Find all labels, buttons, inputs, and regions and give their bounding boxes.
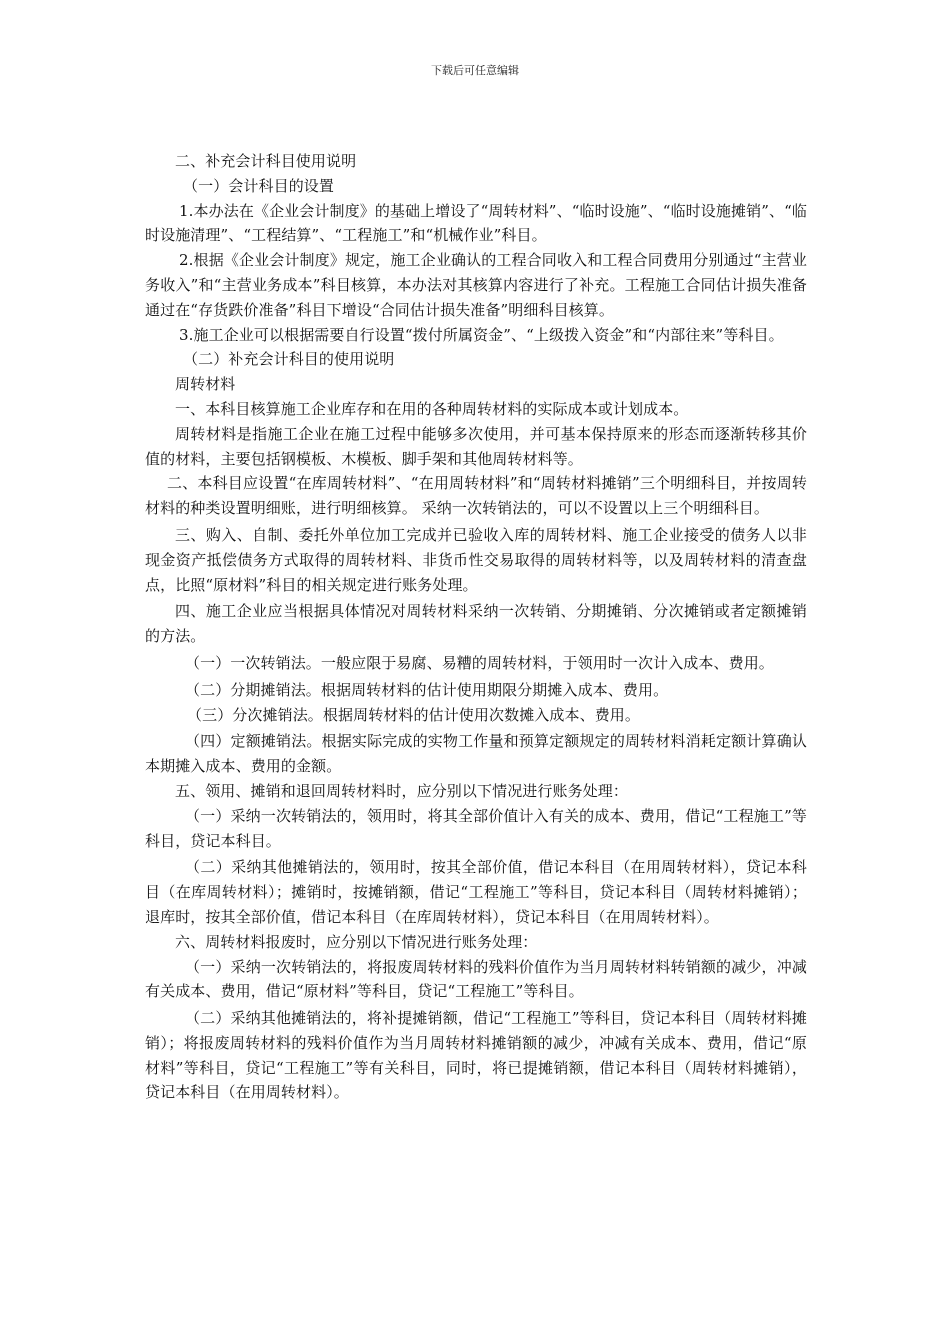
subsection-heading: （一）会计科目的设置 bbox=[183, 176, 335, 195]
paragraph: （一）采纳一次转销法的，领用时，将其全部价值计入有关的成本、费用，借记“工程施工”等科目，贷记本科目。 bbox=[145, 806, 807, 850]
paragraph: 1.本办法在《企业会计制度》的基础上增设了“周转材料”、“临时设施”、“临时设施摊销”、“临时设施清理”、“工程结算”、“工程施工”和“机械作业”科目。 bbox=[145, 201, 807, 245]
account-title: 周转材料 bbox=[175, 375, 236, 394]
paragraph: 六、周转材料报废时，应分别以下情况进行账务处理： bbox=[175, 932, 538, 951]
paragraph: 2.根据《企业会计制度》规定，施工企业确认的工程合同收入和工程合同费用分别通过“主营业务收入”和“主营业务成本”科目核算，本办法对其核算内容进行了补充。工程施工合同估计损失准备通过在“存货跌价准备”科目下增设“合同估计损失准备”明细科目核算。 bbox=[145, 251, 807, 319]
paragraph: 二、本科目应设置“在库周转材料”、“在用周转材料”和“周转材料摊销”三个明细科目，并按周转材料的种类设置明细账，进行明细核算。 采纳一次转销法的，可以不设置以上三个明细科目。 bbox=[145, 474, 807, 518]
paragraph: （二）分期摊销法。根据周转材料的估计使用期限分期摊入成本、费用。 bbox=[185, 680, 669, 699]
paragraph: （一）采纳一次转销法的，将报废周转材料的残料价值作为当月周转材料转销额的减少，冲减有关成本、费用，借记“原材料”等科目，贷记“工程施工”等科目。 bbox=[145, 957, 807, 1001]
paragraph: （三）分次摊销法。根据周转材料的估计使用次数摊入成本、费用。 bbox=[187, 705, 641, 724]
subsection-heading: （二）补充会计科目的使用说明 bbox=[183, 350, 395, 369]
paragraph: 三、购入、自制、委托外单位加工完成并已验收入库的周转材料、施工企业接受的债务人以非现金资产抵偿债务方式取得的周转材料、非货币性交易取得的周转材料等，以及周转材料的清查盘点，比照“原材料”科目的相关规定进行账务处理。 bbox=[145, 525, 807, 594]
paragraph: （二）采纳其他摊销法的，将补提摊销额，借记“工程施工”等科目，贷记本科目（周转材料摊销）；将报废周转材料的残料价值作为当月周转材料摊销额的减少，冲减有关成本、费用，借记“原材料”等科目，贷记“工程施工”等有关科目，同时，将已提摊销额，借记本科目（周转材料摊销），贷记本科目（在用周转材料）。 bbox=[145, 1009, 807, 1102]
paragraph: （一）一次转销法。一般应限于易腐、易糟的周转材料，于领用时一次计入成本、费用。 bbox=[185, 653, 774, 672]
paragraph: 3.施工企业可以根据需要自行设置“拨付所属资金”、“上级拨入资金”和“内部往来”等科目。 bbox=[179, 325, 784, 344]
page-header-note: 下载后可任意编辑 bbox=[431, 64, 519, 77]
paragraph: 四、施工企业应当根据具体情况对周转材料采纳一次转销、分期摊销、分次摊销或者定额摊销的方法。 bbox=[145, 602, 807, 646]
paragraph: 五、领用、摊销和退回周转材料时，应分别以下情况进行账务处理： bbox=[175, 781, 629, 800]
paragraph: 周转材料是指施工企业在施工过程中能够多次使用，并可基本保持原来的形态而逐渐转移其价值的材料，主要包括钢模板、木模板、脚手架和其他周转材料等。 bbox=[145, 424, 807, 468]
document-body bbox=[145, 149, 807, 1105]
paragraph: （四）定额摊销法。根据实际完成的实物工作量和预算定额规定的周转材料消耗定额计算确认本期摊入成本、费用的金额。 bbox=[145, 732, 807, 776]
paragraph: （二）采纳其他摊销法的，领用时，按其全部价值，借记本科目（在用周转材料），贷记本科目（在库周转材料）；摊销时，按摊销额，借记“工程施工”等科目，贷记本科目（周转材料摊销）；退库时，按其全部价值，借记本科目（在库周转材料），贷记本科目（在用周转材料）。 bbox=[145, 858, 807, 926]
section-heading: 二、补充会计科目使用说明 bbox=[175, 152, 357, 170]
paragraph: 一、本科目核算施工企业库存和在用的各种周转材料的实际成本或计划成本。 bbox=[175, 399, 689, 418]
